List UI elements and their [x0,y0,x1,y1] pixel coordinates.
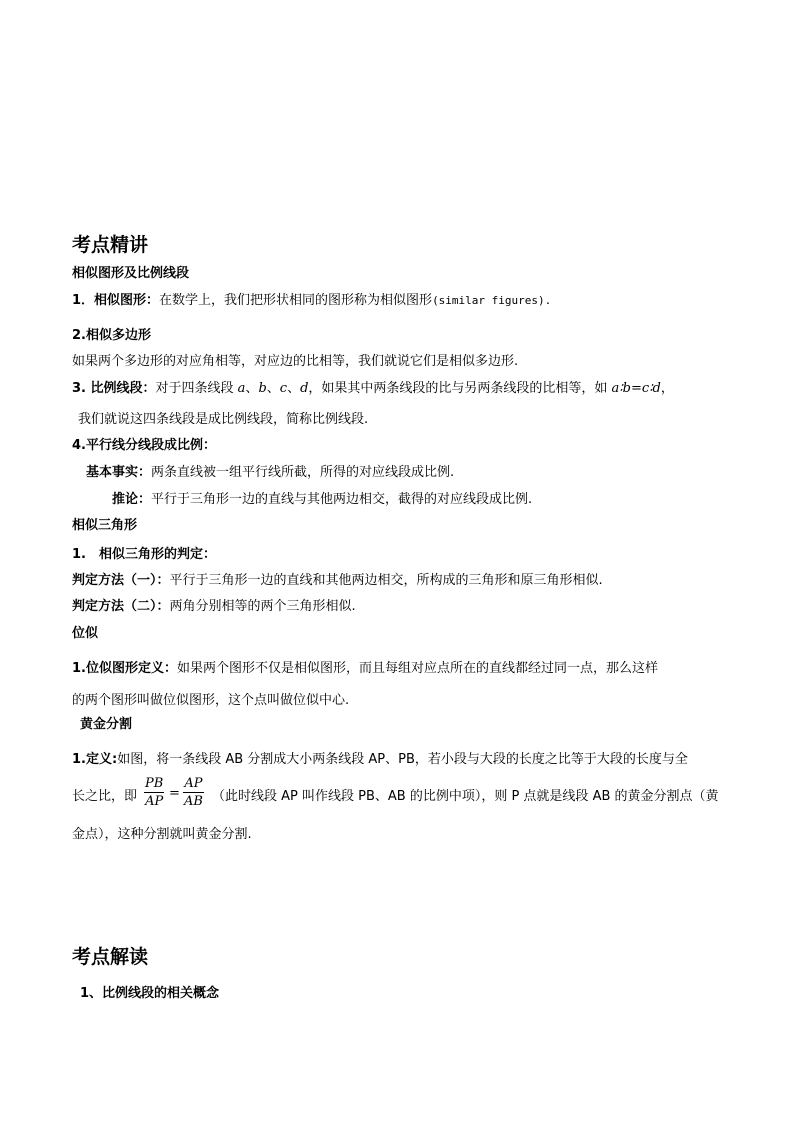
method-text: 两角分别相等的两个三角形相似. [169,599,356,614]
inference [112,491,532,509]
criterion-method-2 [72,598,356,616]
subheading-similar-triangles: 相似三角形 [72,518,138,533]
item-similar-polygons-text: 如果两个多边形的对应角相等，对应边的比相等，我们就说它们是相似多边形. [72,354,519,369]
separator: 、 [287,381,301,396]
var-b: b [258,381,267,396]
golden-definition [72,751,688,769]
golden-line3: 金点），这种分割就叫黄金分割. [72,827,252,842]
basic-fact-text: 两条直线被一组平行线所截，所得的对应线段成比例. [151,465,455,480]
subheading-homothety: 位似 [72,626,99,641]
var-c: c [279,381,288,396]
item-similar-polygons-label [72,327,151,345]
item-text: ，如果其中两条线段的比与另两条线段的比相等，如 [308,381,612,396]
comma: ， [660,381,674,396]
separator: 、 [266,381,280,396]
item-label: 2.相似多边形 [72,328,151,343]
var-a: a [237,381,246,396]
item-text: 对于四条线段 [155,381,238,396]
golden-line2-prefix: 长之比，即 [72,789,138,804]
method-label: 判定方法（二）： [72,599,170,614]
inference-label: 推论： [112,492,152,507]
homothety-definition [72,660,658,678]
fraction-pb-over-ap [144,775,164,810]
method-text: 平行于三角形一边的直线和其他两边相交，所构成的三角形和原三角形相似. [169,573,603,588]
item-triangle-criteria-label: 1. 相似三角形的判定： [72,547,216,562]
homothety-label: 1.位似图形定义： [72,661,177,676]
golden-text: 如图，将一条线段 AB 分割成大小两条线段 AP、PB，若小段与大段的长度之比等于大段的长度与全 [117,752,688,767]
item-parallel-lines-label: 4.平行线分线段成比例： [72,438,216,453]
item-similar-figures [72,292,551,310]
separator: 、 [245,381,259,396]
homothety-text: 如果两个图形不仅是相似图形，而且每组对应点所在的直线都经过同一点，那么这样 [176,661,658,676]
basic-fact-label: 基本事实： [86,465,152,480]
method-label: 判定方法（一）： [72,573,170,588]
item-label: 1．相似图形： [72,293,160,308]
fraction-ap-over-ab [183,775,204,810]
fraction-numerator: PB [145,776,164,791]
basic-fact [86,464,454,482]
subheading-golden-section: 黄金分割 [80,717,133,732]
ratio-expression: a∶b=c∶d [611,381,661,396]
criterion-method-1 [72,572,603,590]
var-d: d [300,381,309,396]
section-title-key-points: 考点精讲 [72,234,149,256]
item-proportional-segments-concepts: 1、比例线段的相关概念 [80,986,220,1001]
fraction-denominator: AP [145,794,164,809]
golden-label: 1.定义: [72,752,118,767]
item-text: 在数学上，我们把形状相同的图形称为相似图形 [159,293,433,308]
inference-text: 平行于三角形一边的直线与其他两边相交，截得的对应线段成比例. [151,492,533,507]
fraction-numerator: AP [184,776,203,791]
item-label: 3. 比例线段： [72,381,156,396]
subheading-similar-figures-ratio: 相似图形及比例线段 [72,266,190,281]
golden-line2-suffix: （此时线段 AP 叫作线段 PB、AB 的比例中项），则 P 点就是线段 AB 的黄金分割点（黄 [212,789,719,804]
item-proportional-segments [72,380,674,398]
fraction-denominator: AB [184,794,203,809]
equals-sign: = [169,786,180,801]
item-english-term: (similar figures). [432,294,552,307]
section-title-interpretation: 考点解读 [72,946,149,968]
item-proportional-segments-line2: 我们就说这四条线段是成比例线段，简称比例线段. [78,412,369,427]
homothety-definition-line2: 的两个图形叫做位似图形，这个点叫做位似中心. [72,693,350,708]
